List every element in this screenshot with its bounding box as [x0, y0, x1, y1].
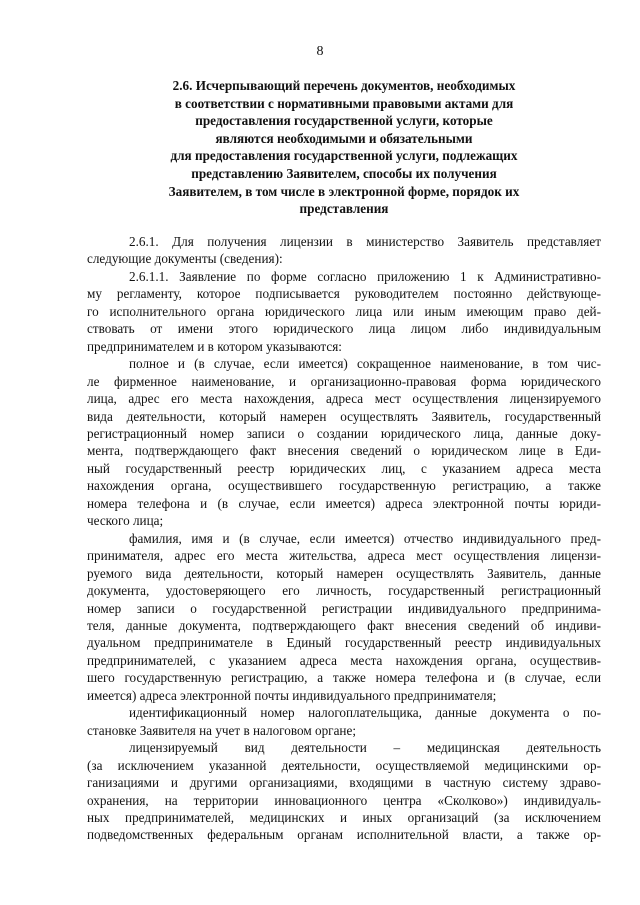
text-line: номер записи о государственной регистрации индивидуального предпринима- — [87, 600, 601, 616]
text-line: охранения, на территории инновационного центра «Сколково») индивидуаль- — [87, 792, 601, 808]
page-number: 8 — [316, 44, 324, 59]
text-line: мента, подтверждающего факт внесения сведений о юридическом лице в Еди- — [87, 443, 601, 459]
heading-line: являются необходимыми и обязательными — [215, 130, 473, 146]
body-text — [87, 233, 601, 844]
text-line: имеется) адреса электронной почты индивидуального предпринимателя; — [87, 687, 497, 703]
text-line: ганизациями и другими организациями, входящими в частную систему здраво- — [87, 775, 601, 791]
heading-line: предоставления государственной услуги, которые — [195, 113, 493, 129]
text-line: шего государственную регистрацию, а также номера телефона и (в случае, если — [87, 670, 601, 686]
text-line: номера телефона и (в случае, если имеется) адреса электронной почты юриди- — [87, 495, 601, 511]
paragraph — [87, 233, 601, 268]
heading-line: представлению Заявителем, способы их получения — [191, 165, 497, 181]
heading-line: Заявителем, в том числе в электронной форме, порядок их — [168, 183, 520, 199]
text-line: регистрационный номер записи о создании юридического лица, данные доку- — [87, 425, 601, 441]
heading-line: в соответствии с нормативными правовыми актами для — [174, 95, 514, 111]
text-line: принимателя, адрес его места жительства, адреса мест осуществления лицензи- — [87, 548, 601, 564]
heading-line: для предоставления государственной услуги, подлежащих — [170, 148, 518, 164]
section-heading — [120, 77, 568, 218]
text-line: ных предпринимателей, медицинских и иных организаций (за исключением — [87, 809, 601, 825]
text-line: ный государственный реестр юридических лиц, с указанием адреса места — [87, 460, 601, 476]
text-line: становке Заявителя на учет в налоговом органе; — [87, 722, 356, 738]
text-line: подведомственных федеральным органам исполнительной власти, а также ор- — [87, 827, 601, 843]
text-line: руемого вида деятельности, который намерен осуществлять Заявитель, данные — [87, 565, 601, 581]
text-line: ствовать от имени этого юридического лица лицом либо индивидуальным — [87, 321, 601, 337]
text-line: (за исключением указанной деятельности, осуществляемой медицинскими ор- — [87, 757, 601, 773]
text-line: му регламенту, которое подписывается руководителем постоянно действующе- — [87, 286, 601, 302]
text-line: ческого лица; — [87, 513, 164, 529]
text-line: следующие документы (сведения): — [87, 251, 283, 267]
paragraph — [87, 530, 601, 705]
paragraph — [87, 355, 601, 530]
paragraph — [87, 704, 601, 739]
text-line: дуальном предпринимателе в Единый государственный реестр индивидуальных — [87, 635, 601, 651]
heading-line: представления — [299, 201, 389, 217]
text-line: теля, данные документа, подтверждающего факт внесения сведений об индиви- — [87, 617, 601, 633]
text-line: полное и (в случае, если имеется) сокращенное наименование, в том чис- — [129, 356, 601, 372]
text-line: предпринимателей, с указанием адреса места нахождения органа, осуществив- — [87, 652, 601, 668]
text-line: вида деятельности, который намерен осуществлять Заявитель, государственный — [87, 408, 601, 424]
text-line: 2.6.1.1. Заявление по форме согласно приложению 1 к Административно- — [129, 268, 601, 284]
text-line: ле фирменное наименование, и организационно-правовая форма юридического — [87, 373, 601, 389]
heading-line: 2.6. Исчерпывающий перечень документов, необходимых — [172, 78, 516, 93]
text-line: предпринимателем и в котором указываются: — [87, 338, 342, 354]
text-line: нахождения органа, осуществившего государственную регистрацию, а также — [87, 478, 601, 494]
text-line: идентификационный номер налогоплательщика, данные документа о по- — [129, 705, 601, 721]
paragraph — [87, 268, 601, 355]
text-line: лица, адрес его места нахождения, адреса мест осуществления лицензируемого — [87, 391, 601, 407]
text-line: 2.6.1. Для получения лицензии в министерство Заявитель представляет — [129, 234, 601, 249]
text-line: документа, удостоверяющего его личность, государственный регистрационный — [87, 583, 601, 599]
text-line: го исполнительного органа юридического лица или иным имеющим право дей- — [87, 303, 601, 319]
text-line: лицензируемый вид деятельности – медицинская деятельность — [129, 740, 601, 756]
text-line: фамилия, имя и (в случае, если имеется) отчество индивидуального пред- — [129, 530, 601, 546]
paragraph — [87, 739, 601, 844]
